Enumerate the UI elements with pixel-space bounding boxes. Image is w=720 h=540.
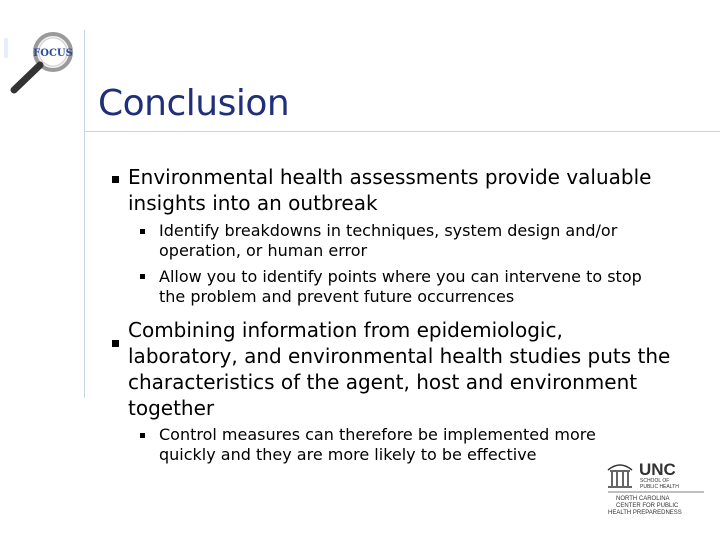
- bullet-2-line-4: together: [128, 396, 215, 420]
- sub-bullet-1-1-line-2: operation, or human error: [159, 241, 368, 260]
- bullet-1-line-1: Environmental health assessments provide valuable: [128, 165, 652, 189]
- bullet-marker: [112, 176, 119, 183]
- sub-bullet-marker: [140, 274, 145, 279]
- vertical-rule: [84, 30, 85, 398]
- center-line-1: NORTH CAROLINA: [616, 496, 670, 502]
- bullet-2-line-3: characteristics of the agent, host and environment: [128, 370, 638, 394]
- sub-bullet-1-2-text: [159, 267, 642, 307]
- page-title: Conclusion: [98, 83, 290, 124]
- old-well-icon: [608, 465, 632, 487]
- bullet-2-line-2: laboratory, and environmental health studies puts the: [128, 344, 671, 368]
- logo-label: FOCUS: [33, 48, 73, 59]
- unc-school-line-1: SCHOOL OF: [640, 478, 670, 484]
- sub-bullet-2-1-text: [159, 425, 596, 465]
- magnifier-handle: [14, 65, 40, 90]
- unc-name: UNC: [639, 460, 676, 479]
- center-line-2: CENTER FOR PUBLIC: [616, 503, 679, 509]
- sub-bullet-1-1-text: [159, 221, 617, 261]
- bullet-marker: [112, 340, 119, 347]
- title-underline: [84, 131, 720, 132]
- bullet-2-text: [128, 317, 670, 421]
- bullet-2-line-1: Combining information from epidemiologic,: [128, 318, 563, 342]
- focus-logo: [4, 30, 84, 100]
- sub-bullet-marker: [140, 229, 145, 234]
- sub-bullet-2-1-line-2: quickly and they are more likely to be effective: [159, 445, 537, 464]
- sub-bullet-marker: [140, 433, 145, 438]
- sub-bullet-2-1-line-1: Control measures can therefore be implemented more: [159, 425, 596, 444]
- bullet-1-line-2: insights into an outbreak: [128, 191, 378, 215]
- unc-logo: [606, 458, 706, 518]
- sub-bullet-1-2-line-1: Allow you to identify points where you can intervene to stop: [159, 267, 642, 286]
- center-line-3: HEALTH PREPAREDNESS: [608, 510, 682, 516]
- unc-school-line-2: PUBLIC HEALTH: [640, 484, 679, 490]
- sub-bullet-1-2-line-2: the problem and prevent future occurrences: [159, 287, 515, 306]
- bullet-1-text: [128, 164, 651, 216]
- logo-accent: [4, 38, 8, 58]
- sub-bullet-1-1-line-1: Identify breakdowns in techniques, system design and/or: [159, 221, 618, 240]
